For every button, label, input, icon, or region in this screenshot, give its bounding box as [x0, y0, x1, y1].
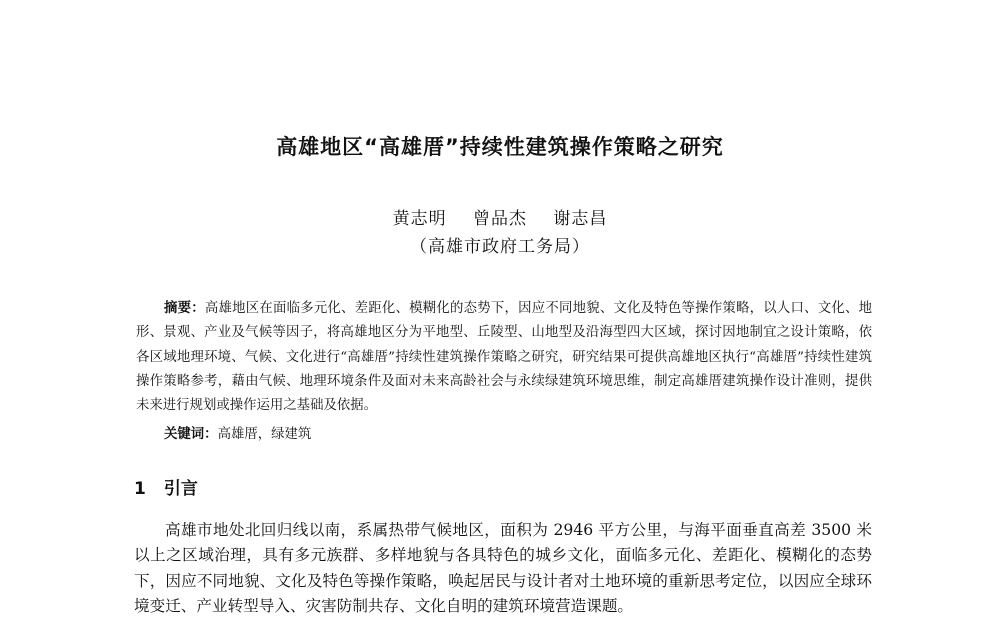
- abstract-label: 摘要：: [164, 301, 205, 316]
- section-number: 1: [134, 479, 146, 499]
- abstract-text: 高雄地区在面临多元化、差距化、模糊化的态势下，因应不同地貌、文化及特色等操作策略，以人口、文化、地形、景观、产业及气候等因子，将高雄地区分为平地型、丘陵型、山地型及沿海型四大区域，探讨因地制宜之设计策略，依各区域地理环境、气候、文化进行“高雄厝”持续性建筑操作策略之研究，研究结果可提供高雄地区执行“高雄厝”持续性建筑操作策略参考，藉由气候、地理环境条件及面对未来高龄社会与永续绿建筑环境思维，制定高雄厝建筑操作设计准则，提供未来进行规划或操作运用之基础及依据。: [136, 301, 872, 414]
- keywords-text: 高雄厝，绿建筑: [217, 427, 312, 442]
- section-heading: [134, 474, 198, 499]
- author-name: 谢志昌: [553, 209, 608, 229]
- body-paragraph: 高雄市地处北回归线以南，系属热带气候地区，面积为 2946 平方公里，与海平面垂直高差 3500 米以上之区域治理，具有多元族群、多样地貌与各具特色的城乡文化，面临多元化、差距化、模糊化的态势下，因应不同地貌、文化及特色等操作策略，唤起居民与设计者对土地环境的重新思考定位，以因应全球环境变迁、产业转型导入、灾害防制共存、文化自明的建筑环境营造课题。: [134, 521, 872, 615]
- section-title: 引言: [163, 479, 198, 499]
- author-affiliation: （高雄市政府工务局）: [410, 237, 590, 257]
- paper-title: 高雄地区“高雄厝”持续性建筑操作策略之研究: [276, 135, 724, 159]
- abstract: [136, 297, 872, 418]
- author-name: 黄志明: [392, 209, 447, 229]
- author-name: 曾品杰: [473, 209, 527, 229]
- keywords-label: 关键词：: [164, 427, 218, 442]
- keywords: [164, 423, 311, 442]
- author-list: [0, 204, 1000, 229]
